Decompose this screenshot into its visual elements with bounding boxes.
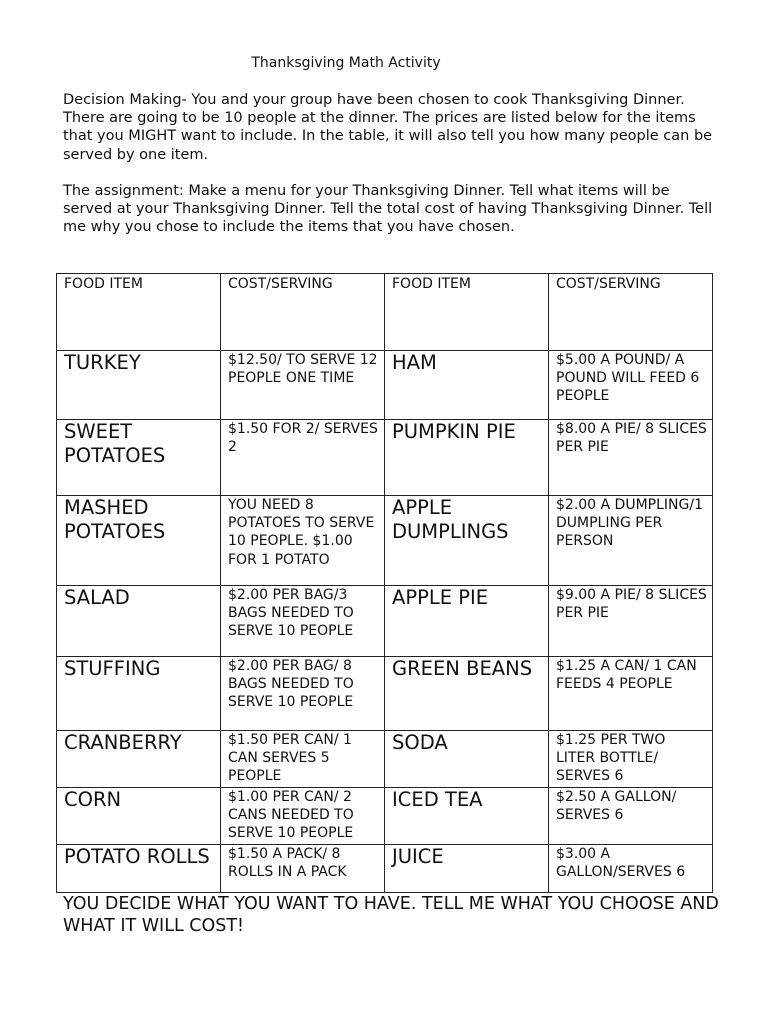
cost-cell: $2.00 PER BAG/ 8 BAGS NEEDED TO SERVE 10 PEOPLE [221,657,385,731]
cost-cell: $1.50 PER CAN/ 1 CAN SERVES 5 PEOPLE [221,731,385,788]
food-item-cell: JUICE [385,845,549,893]
cost-cell: $1.25 PER TWO LITER BOTTLE/ SERVES 6 [549,731,713,788]
header-cost-serving-1: COST/SERVING [221,274,385,351]
assignment-paragraph: The assignment: Make a menu for your Thanksgiving Dinner. Tell what items will be served at your Thanksgiving Dinner. Tell the total cost of having Thanksgiving Dinner. Tell me why you chose to include the items that you have chosen. [63,183,713,236]
food-item-cell: APPLE PIE [385,586,549,657]
food-item-cell: GREEN BEANS [385,657,549,731]
cost-cell: $8.00 A PIE/ 8 SLICES PER PIE [549,420,713,496]
food-item-cell: STUFFING [57,657,221,731]
food-item-cell: SODA [385,731,549,788]
cost-cell: $2.50 A GALLON/ SERVES 6 [549,788,713,845]
footer-instructions: YOU DECIDE WHAT YOU WANT TO HAVE. TELL ME WHAT YOU CHOOSE AND WHAT IT WILL COST! [63,894,719,936]
table-row [57,731,713,788]
header-cost-serving-2: COST/SERVING [549,274,713,351]
table-row [57,586,713,657]
table-row [57,657,713,731]
food-item-cell: POTATO ROLLS [57,845,221,893]
decision-making-paragraph: Decision Making- You and your group have been chosen to cook Thanksgiving Dinner. There are going to be 10 people at the dinner. The prices are listed below for the items that you MIGHT want to include. In the table, it will also tell you how many people can be served by one item. [63,92,713,163]
cost-cell: $3.00 A GALLON/SERVES 6 [549,845,713,893]
header-food-item-1: FOOD ITEM [57,274,221,351]
food-item-cell: CORN [57,788,221,845]
cost-cell: $1.25 A CAN/ 1 CAN FEEDS 4 PEOPLE [549,657,713,731]
cost-cell: $2.00 PER BAG/3 BAGS NEEDED TO SERVE 10 PEOPLE [221,586,385,657]
food-item-cell: SALAD [57,586,221,657]
food-item-cell: PUMPKIN PIE [385,420,549,496]
food-cost-table [56,273,713,893]
cost-cell: $12.50/ TO SERVE 12 PEOPLE ONE TIME [221,351,385,420]
food-item-cell: APPLE DUMPLINGS [385,496,549,586]
cost-cell: $2.00 A DUMPLING/1 DUMPLING PER PERSON [549,496,713,586]
table-row [57,788,713,845]
header-food-item-2: FOOD ITEM [385,274,549,351]
cost-cell: $9.00 A PIE/ 8 SLICES PER PIE [549,586,713,657]
food-item-cell: MASHED POTATOES [57,496,221,586]
cost-cell: $5.00 A POUND/ A POUND WILL FEED 6 PEOPLE [549,351,713,420]
cost-cell: $1.00 PER CAN/ 2 CANS NEEDED TO SERVE 10 PEOPLE [221,788,385,845]
food-item-cell: CRANBERRY [57,731,221,788]
cost-cell: $1.50 A PACK/ 8 ROLLS IN A PACK [221,845,385,893]
table-row [57,351,713,420]
table-row [57,496,713,586]
food-item-cell: HAM [385,351,549,420]
food-item-cell: TURKEY [57,351,221,420]
food-item-cell: ICED TEA [385,788,549,845]
table-header-row [57,274,713,351]
food-item-cell: SWEET POTATOES [57,420,221,496]
table-row [57,420,713,496]
cost-cell: YOU NEED 8 POTATOES TO SERVE 10 PEOPLE. $1.00 FOR 1 POTATO [221,496,385,586]
cost-cell: $1.50 FOR 2/ SERVES 2 [221,420,385,496]
page-title: Thanksgiving Math Activity [251,55,441,71]
table-row [57,845,713,893]
